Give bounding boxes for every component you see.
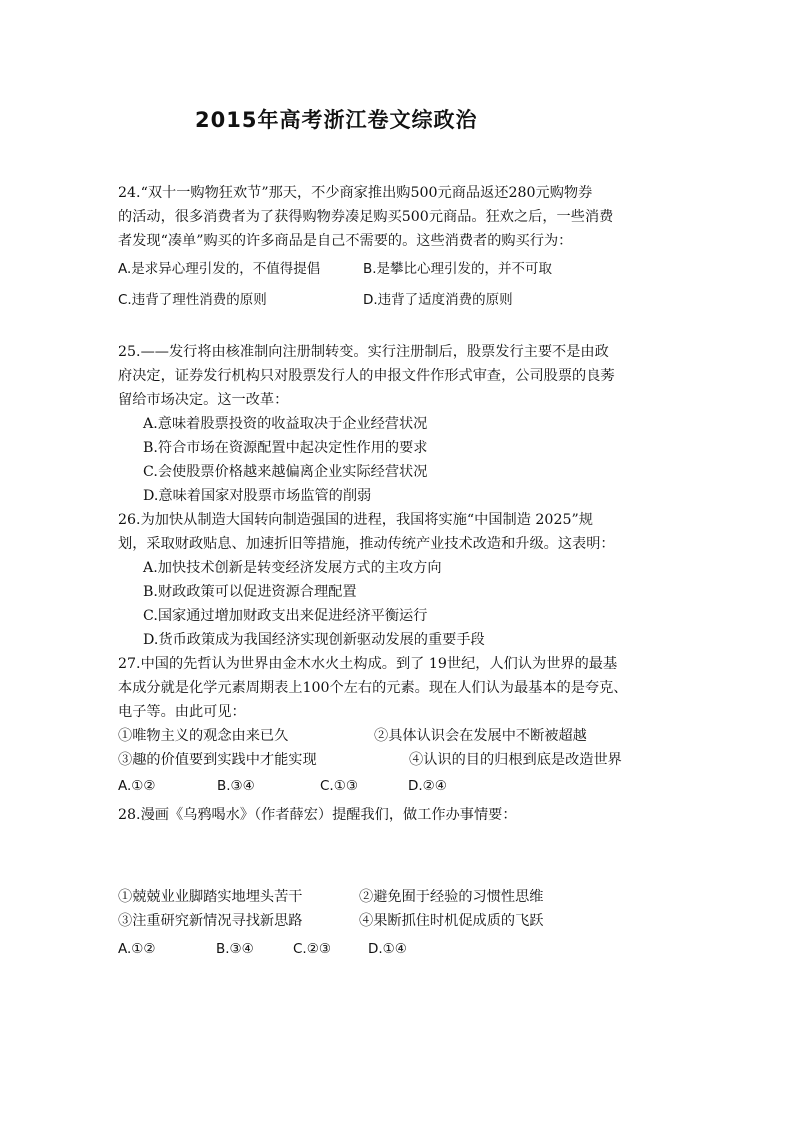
q24-line1: 24.“双十一购物狂欢节”那天，不少商家推出购500元商品返还280元购物券 [118, 185, 593, 201]
q28-option-c: C.②③ [293, 941, 331, 957]
q28-item-3: ③注重研究新情况寻找新思路 [118, 913, 303, 929]
q24-option-a: A.是求异心理引发的，不值得提倡 [118, 261, 321, 277]
q27-option-d: D.②④ [408, 778, 447, 794]
q27-item-2: ②具体认识会在发展中不断被超越 [374, 728, 587, 744]
q27-option-c: C.①③ [320, 778, 358, 794]
q27-line2: 本成分就是化学元素周期表上100个左右的元素。现在人们认为最基本的是夸克、 [118, 680, 628, 696]
q26-line2: 划，采取财政贴息、加速折旧等措施，推动传统产业技术改造和升级。这表明： [118, 536, 615, 552]
q28-option-d: D.①④ [368, 941, 407, 957]
q25-line1: 25.——发行将由核准制向注册制转变。实行注册制后，股票发行主要不是由政 [118, 344, 609, 360]
q24-line2: 的活动，很多消费者为了获得购物券凑足购买500元商品。狂欢之后，一些消费 [118, 209, 614, 225]
q28-item-2: ②避免囿于经验的习惯性思维 [359, 889, 544, 905]
q28-item-4: ④果断抓住时机促成质的飞跃 [359, 913, 544, 929]
q27-item-3: ③趣的价值要到实践中才能实现 [118, 752, 317, 768]
q27-line1: 27.中国的先哲认为世界由金木水火土构成。到了 19世纪，人们认为世界的最基 [118, 656, 618, 672]
q28-item-1: ①兢兢业业脚踏实地埋头苦干 [118, 889, 303, 905]
q26-option-a: A.加快技术创新是转变经济发展方式的主攻方向 [143, 560, 442, 576]
q28-line1: 28.漫画《乌鸦喝水》（作者薛宏）提醒我们，做工作办事情要： [118, 807, 517, 823]
q25-line2: 府决定，证券发行机构只对股票发行人的申报文件作形式审查，公司股票的良莠 [118, 368, 615, 384]
q27-option-b: B.③④ [217, 778, 255, 794]
q25-line3: 留给市场决定。这一改革： [118, 392, 289, 408]
q28-option-a: A.①② [118, 941, 156, 957]
q25-option-b: B.符合市场在资源配置中起决定性作用的要求 [143, 440, 428, 456]
page-title: 2015年高考浙江卷文综政治 [195, 108, 478, 132]
q24-option-b: B.是攀比心理引发的，并不可取 [363, 261, 553, 277]
q24-option-c: C.违背了理性消费的原则 [118, 292, 267, 308]
q27-item-4: ④认识的目的归根到底是改造世界 [409, 752, 622, 768]
q25-option-c: C.会使股票价格越来越偏离企业实际经营状况 [143, 464, 428, 480]
q26-option-c: C.国家通过增加财政支出来促进经济平衡运行 [143, 608, 428, 624]
q25-option-a: A.意味着股票投资的收益取决于企业经营状况 [143, 416, 428, 432]
q27-line3: 电子等。由此可见： [118, 704, 246, 720]
q28-option-b: B.③④ [216, 941, 254, 957]
q26-line1: 26.为加快从制造大国转向制造强国的进程，我国将实施“中国制造 2025”规 [118, 512, 593, 528]
q27-option-a: A.①② [118, 778, 156, 794]
q27-item-1: ①唯物主义的观念由来已久 [118, 728, 289, 744]
q26-option-d: D.货币政策成为我国经济实现创新驱动发展的重要手段 [143, 632, 485, 648]
q24-option-d: D.违背了适度消费的原则 [363, 292, 513, 308]
q26-option-b: B.财政政策可以促进资源合理配置 [143, 584, 357, 600]
q24-line3: 者发现“凑单”购买的许多商品是自己不需要的。这些消费者的购买行为： [118, 233, 573, 249]
q25-option-d: D.意味着国家对股票市场监管的削弱 [143, 488, 372, 504]
